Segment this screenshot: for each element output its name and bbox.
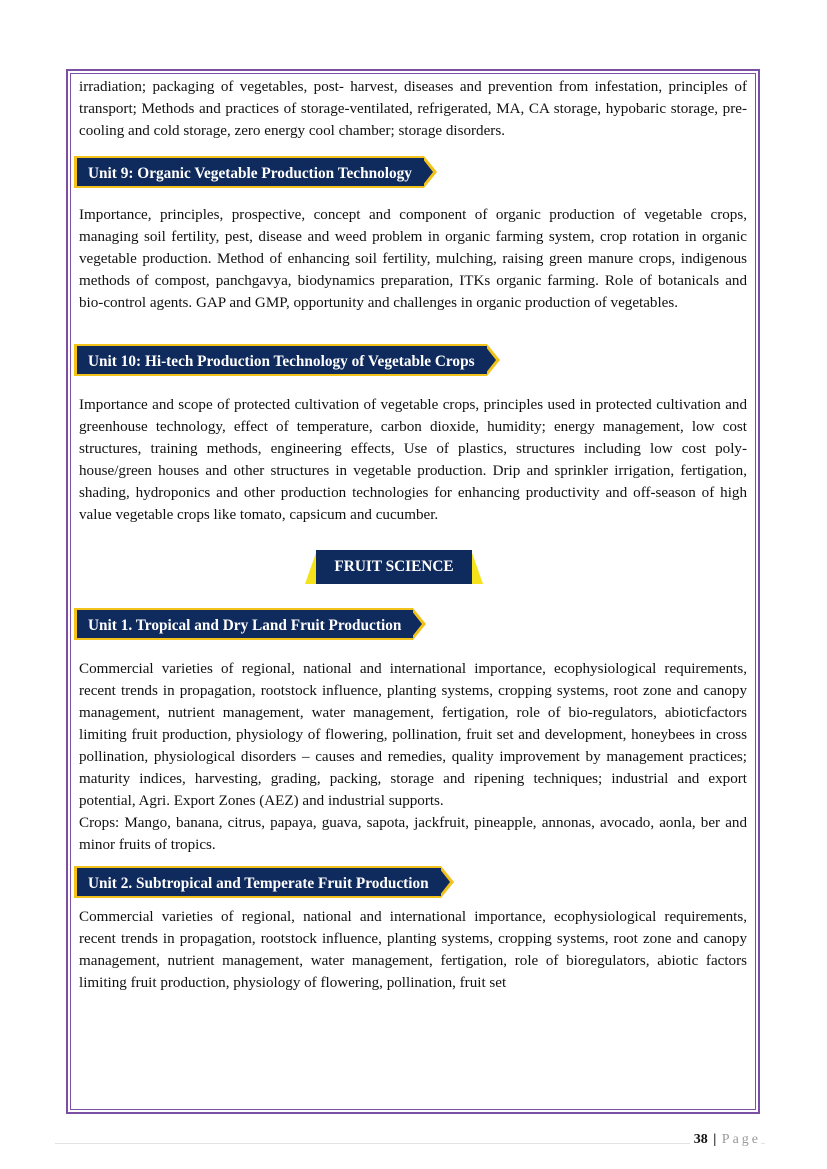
unit10-heading: Unit 10: Hi-tech Production Technology of Vegetable Crops xyxy=(74,344,487,376)
page-number: 38 xyxy=(693,1132,708,1147)
fs-unit1-crops: Crops: Mango, banana, citrus, papaya, guava, sapota, jackfruit, pineapple, annonas, avocado, aonla, ber and minor fruits of tropics. xyxy=(79,815,747,853)
page-content xyxy=(79,76,747,994)
banner-arrow-icon xyxy=(487,344,500,376)
banner-arrow-icon xyxy=(413,608,426,640)
page-word: Page xyxy=(721,1132,761,1147)
section-title-banner xyxy=(0,550,668,584)
banner-right-accent xyxy=(471,550,483,584)
fs-unit1-heading-banner xyxy=(79,608,747,642)
unit9-body: Importance, principles, prospective, concept and component of organic production of vegetable crops, managing soil fertility, pest, disease and weed problem in organic farming system, crop rotation in organic vegetable production. Method of enhancing soil fertility, mulching, raising green manure crops, indigenous methods of compost, panchgavya, biodynamics preparation, ITKs organic farming. Role of botanicals and bio-control agents. GAP and GMP, opportunity and challenges in organic production of vegetables. xyxy=(79,207,747,311)
fs-unit2-heading: Unit 2. Subtropical and Temperate Fruit Production xyxy=(74,866,441,898)
fs-unit2-body: Commercial varieties of regional, national and international importance, ecophysiological requirements, recent trends in propagation, rootstock influence, planting systems, cropping systems, root zone and canopy management, nutrient management, water management, fertigation, role of bioregulators, abiotic factors limiting fruit production, physiology of flowering, pollination, fruit set xyxy=(79,909,747,991)
banner-arrow-icon xyxy=(424,156,437,188)
page-number-footer xyxy=(690,1132,761,1148)
footer-divider xyxy=(55,1143,765,1144)
unit10-heading-banner xyxy=(79,344,747,378)
section-title: FRUIT SCIENCE xyxy=(316,550,472,584)
unit10-body: Importance and scope of protected cultivation of vegetable crops, principles used in protected cultivation and greenhouse technology, effect of temperature, carbon dioxide, humidity; energy management, low cost structures, training methods, engineering effects, Use of plastics, structures including low cost poly- house/green houses and other structures in vegetable production. Drip and sprinkler irrigation, fertigation, shading, hydroponics and other production technologies for enhancing productivity and off-season of high value vegetable crops like tomato, capsicum and cucumber. xyxy=(79,397,747,523)
fs-unit1-heading: Unit 1. Tropical and Dry Land Fruit Production xyxy=(74,608,413,640)
unit9-heading: Unit 9: Organic Vegetable Production Technology xyxy=(74,156,424,188)
fs-unit1-body: Commercial varieties of regional, national and international importance, ecophysiological requirements, recent trends in propagation, rootstock influence, planting systems, cropping systems, root zone and canopy management, nutrient management, water management, fertigation, role of bio-regulators, abioticfactors limiting fruit production, physiology of flowering, pollination, fruit set and development, honeybees in cross pollination, physiological disorders – causes and remedies, quality improvement by management practices; maturity indices, harvesting, grading, packing, storage and ripening techniques; industrial and export potential, Agri. Export Zones (AEZ) and industrial supports. xyxy=(79,661,747,809)
banner-arrow-icon xyxy=(441,866,454,898)
paragraph-storage: irradiation; packaging of vegetables, post- harvest, diseases and prevention from infestation, principles of transport; Methods and practices of storage-ventilated, refrigerated, MA, CA storage, hypobaric storage, pre-cooling and cold storage, zero energy cool chamber; storage disorders. xyxy=(79,79,747,139)
page-separator: | xyxy=(713,1132,717,1147)
fs-unit2-heading-banner xyxy=(79,866,747,900)
unit9-heading-banner xyxy=(79,156,747,190)
